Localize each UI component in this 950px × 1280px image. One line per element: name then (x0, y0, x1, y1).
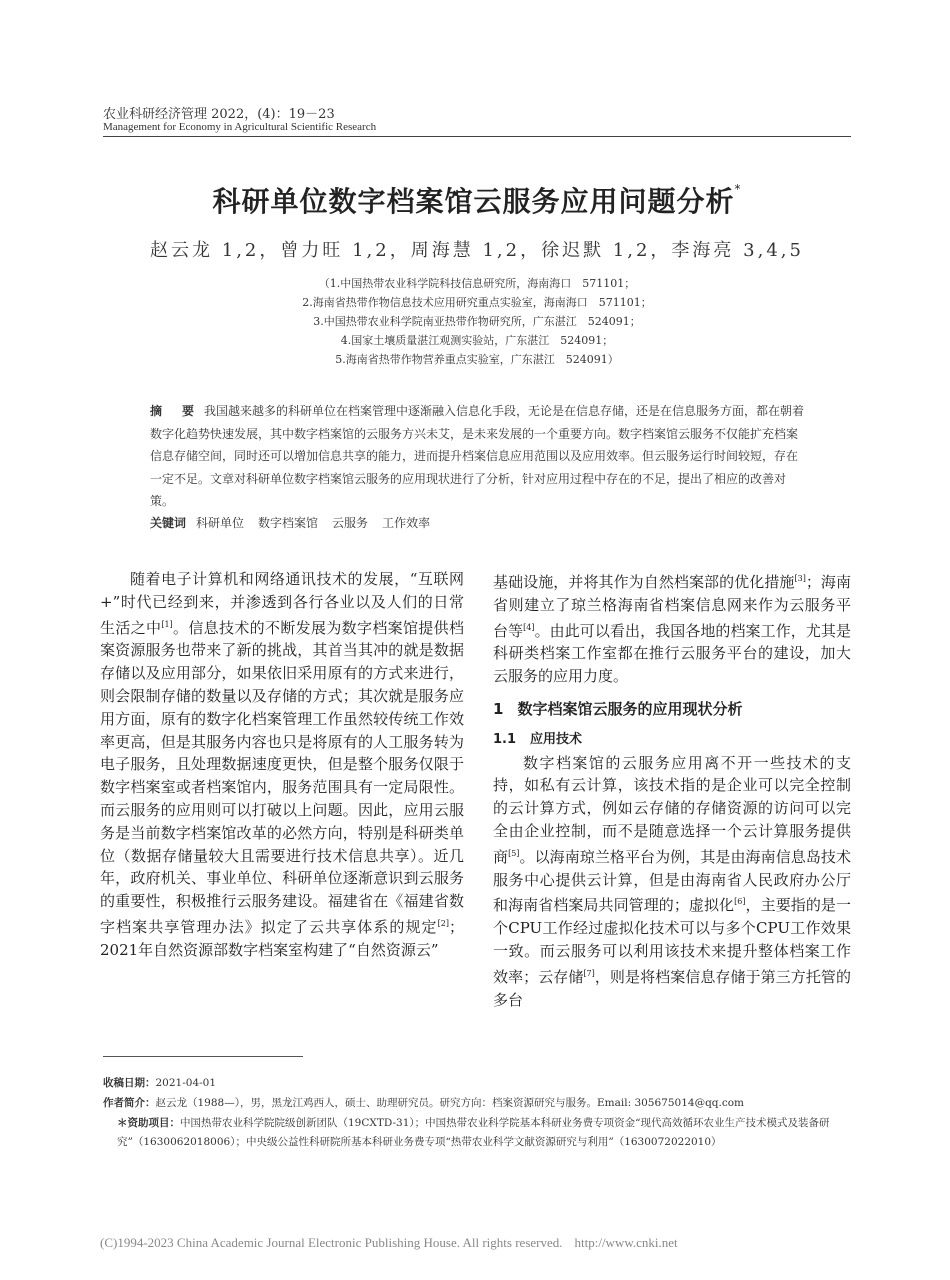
section-number: 1 (493, 699, 504, 718)
citation-2: [2] (437, 918, 449, 928)
text-run: 。由此可以看出，我国各地的档案工作，尤其是科研类档案工作室都在推行云服务平台的建设，加大云服务的应用力度。 (493, 621, 851, 686)
keywords (150, 512, 805, 534)
keyword: 云服务 (332, 516, 369, 530)
text-run: 。信息技术的不断发展为数字档案馆提供档案资源服务也带来了新的挑战，其首当其冲的就是数据存储以及应用部分，如果依旧采用原有的方式来进行，则会限制存储的数量以及存储的方式；其次就是服务应用方面，原有的数字化档案管理工作虽然较传统工作效率更高，但是其服务内容也只是将原有的人工服务转为电子服务，且处理数据速度更快，但是整个服务仅限于数字档案室或者档案馆内，服务范围具有一定局限性。而云服务的应用则可以打破以上问题。因此，应用云服务是当前数字档案馆改革的必然方向，特别是科研类单位（数据存储量较大且需要进行技术信息共享）。近几年，政府机关、事业单位、科研单位逐渐意识到云服务的重要性，积极推行云服务建设。福建省在《福建省数字档案共享管理办法》拟定了云共享体系的规定 (100, 618, 464, 936)
intro-paragraph-continued (493, 568, 851, 688)
citation-3: [3] (794, 574, 806, 583)
footnotes (103, 1074, 851, 1153)
citation-1: [1] (161, 619, 173, 629)
keyword: 科研单位 (196, 516, 245, 530)
affiliation-4: 4.国家土壤质量湛江观测实验站，广东湛江 524091； (340, 334, 614, 347)
citation-6: [6] (734, 897, 746, 907)
journal-citation: 农业科研经济管理 2022，(4)：19－23 (103, 107, 335, 122)
received-value: 2021-04-01 (155, 1077, 217, 1089)
citation-4: [4] (523, 622, 535, 632)
section-heading-1 (493, 698, 851, 721)
citation-5: [5] (508, 848, 520, 858)
title-text: 科研单位数字档案馆云服务应用问题分析 (212, 185, 735, 218)
abstract-text: 我国越来越多的科研单位在档案管理中逐渐融入信息化手段，无论是在信息存储，还是在信息服务方面，都在朝着数字化趋势快速发展，其中数字档案馆的云服务方兴未艾，是未来发展的一个重要方向。数字档案馆云服务不仅能扩充档案信息存储空间，同时还可以增加信息共享的能力，进而提升档案信息应用范围以及应用效率。但云服务运行时间较短，存在一定不足。文章对科研单位数字档案馆云服务的应用现状进行了分析，针对应用过程中存在的不足，提出了相应的改善对策。 (150, 404, 805, 508)
author-bio (103, 1094, 851, 1113)
affiliation-5: 5.海南省热带作物营养重点实验室，广东湛江 524091） (335, 353, 619, 366)
citation-7: [7] (583, 968, 595, 978)
technology-paragraph (493, 752, 851, 1012)
text-run: 基础设施，并将其作为自然档案部的优化措施 (493, 573, 795, 591)
journal-name-english: Management for Economy in Agricultural Scientific Research (103, 121, 377, 133)
funding-label: ＊资助项目： (117, 1117, 180, 1129)
subsection-heading-1-1 (493, 729, 851, 752)
title-footnote-mark: * (734, 182, 742, 196)
header-divider (103, 136, 851, 137)
section-title: 数字档案馆云服务的应用现状分析 (517, 699, 743, 718)
text-run: ；海南省则建立了琼兰格海南省档案信息网来作为云服务平台等 (493, 573, 851, 640)
copyright-footer (100, 1235, 860, 1251)
funding (103, 1114, 851, 1152)
footnote-divider (103, 1056, 303, 1057)
keyword: 工作效率 (382, 516, 431, 530)
intro-paragraph (100, 568, 464, 962)
abstract (150, 400, 805, 513)
subsection-title: 应用技术 (530, 731, 583, 747)
body-column-left (100, 568, 464, 962)
text-run: 。以海南琼兰格平台为例，其是由海南信息岛技术服务中心提供云计算，但是由海南省人民政府办公厅和海南省档案局共同管理的；虚拟化 (493, 847, 851, 915)
body-column-right (493, 568, 851, 1011)
text-run: ；2021年自然资源部数字档案室构建了“自然资源云” (100, 917, 464, 959)
keyword: 数字档案馆 (258, 516, 319, 530)
text-run: 随着电子计算机和网络通讯技术的发展，“互联网+”时代已经到来，并渗透到各行各业以及人们的日常生活之中 (100, 570, 464, 637)
copyright-url[interactable]: http://www.cnki.net (574, 1235, 678, 1250)
text-run: 数字档案馆的云服务应用离不开一些技术的支持，如私有云计算，该技术指的是企业可以完全控制的云计算方式，例如云存储的存储资源的访问可以完全由企业控制，而不是随意选择一个云计算服务提供商 (493, 753, 851, 866)
received-date (103, 1074, 851, 1093)
affiliation-2: 2.海南省热带作物信息技术应用研究重点实验室，海南海口 571101； (302, 296, 652, 309)
copyright-text: (C)1994-2023 China Academic Journal Electronic Publishing House. All rights reserved. (100, 1235, 563, 1250)
abstract-label: 摘 要 (150, 404, 199, 418)
text-run: ，主要指的是一个CPU工作经过虚拟化技术可以与多个CPU工作效果一致。而云服务可以利用该技术来提升整体档案工作效率；云存储 (493, 896, 851, 986)
affiliations (103, 274, 851, 369)
subsection-number: 1.1 (493, 731, 517, 747)
author-bio-label: 作者简介： (103, 1097, 156, 1109)
received-label: 收稿日期： (103, 1077, 156, 1089)
paper-title (103, 180, 851, 220)
affiliation-1: （1.中国热带农业科学院科技信息研究所，海南海口 571101； (318, 277, 636, 290)
text-run: ，则是将档案信息存储于第三方托管的多台 (493, 967, 851, 1009)
funding-text: 中国热带农业科学院院级创新团队（19CXTD-31）；中国热带农业科学院基本科研业务费专项资金“现代高效循环农业生产技术模式及装备研究”（1630062018006）；中央级公益性科研院所基本科研业务费专项“热带农业科学文献资源研究与利用”（1630072022010） (117, 1117, 830, 1148)
author-list: 赵云龙 1,2，曾力旺 1,2，周海慧 1,2，徐迟默 1,2，李海亮 3,4,5 (150, 240, 804, 261)
keywords-label: 关键词 (150, 516, 187, 530)
author-bio-text: 赵云龙（1988—），男，黑龙江鸡西人，硕士、助理研究员。研究方向：档案资源研究与服务。Email: 305675014@qq.com (155, 1097, 745, 1109)
affiliation-3: 3.中国热带农业科学院南亚热带作物研究所，广东湛江 524091； (313, 315, 641, 328)
